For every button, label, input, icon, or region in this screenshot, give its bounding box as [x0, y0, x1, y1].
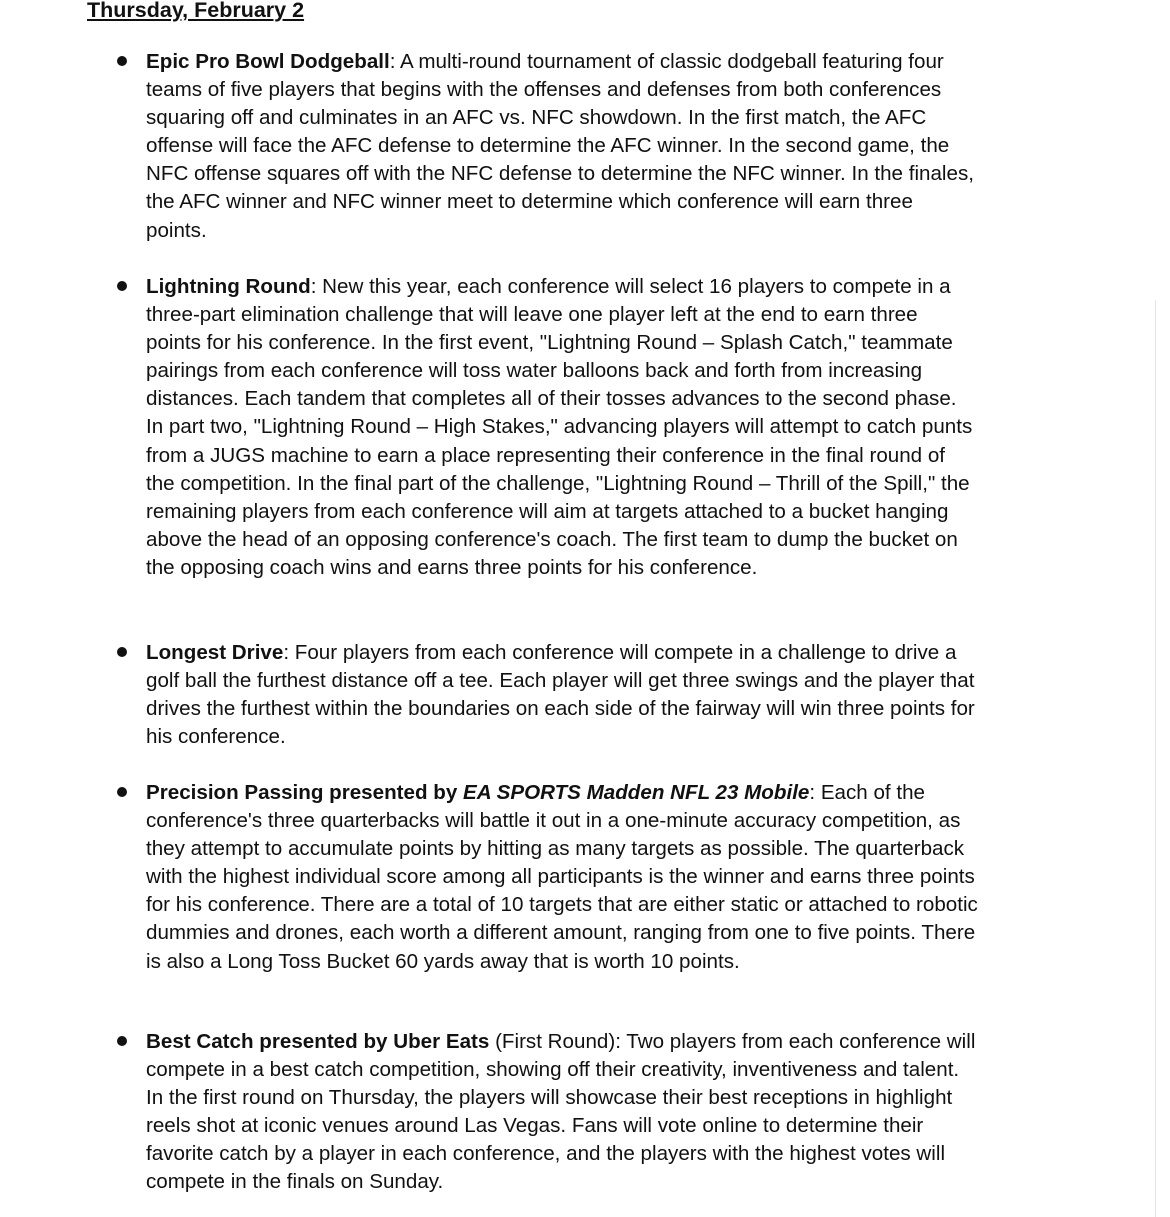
bullet-icon: [117, 1036, 127, 1046]
event-title-text: Precision Passing presented by: [146, 781, 464, 804]
bullet-icon: [117, 281, 127, 291]
event-title: Longest Drive: [146, 641, 284, 664]
event-item-longest-drive: [146, 639, 978, 751]
event-description: : Each of the conference's three quarterbacks will battle it out in a one-minute accuracy competition, as they attempt to accumulate points by hitting as many targets as possible. The quarterback with the highest individual score among all participants is the winner and earns three points for his conference. There are a total of 10 targets that are either static or attached to robotic dummies and drones, each worth a different amount, ranging from one to five points. There is also a Long Toss Bucket 60 yards away that is worth 10 points.: [146, 781, 978, 973]
date-heading: Thursday, February 2: [87, 0, 305, 22]
bullet-icon: [117, 647, 127, 657]
event-description: : Four players from each conference will compete in a challenge to drive a golf ball the furthest distance off a tee. Each player will get three swings and the player that drives the furthest within the boundaries on each side of the fairway will win three points for his conference.: [146, 641, 975, 749]
event-title: Best Catch presented by Uber Eats: [146, 1030, 490, 1053]
event-description: : A multi-round tournament of classic dodgeball featuring four teams of five players that begins with the offenses and defenses from both conferences squaring off and culminates in an AFC vs. NFC showdown. In the first match, the AFC offense will face the AFC defense to determine the AFC winner. In the second game, the NFC offense squares off with the NFC defense to determine the NFC winner. In the finales, the AFC winner and NFC winner meet to determine which conference will earn three points.: [146, 50, 974, 242]
event-description: : New this year, each conference will select 16 players to compete in a three-part elimination challenge that will leave one player left at the end to earn three points for his conference. In the first event, "Lightning Round – Splash Catch," teammate pairings from each conference will toss water balloons back and forth from increasing distances. Each tandem that completes all of their tosses advances to the second phase. In part two, "Lightning Round – High Stakes," advancing players will attempt to catch punts from a JUGS machine to earn a place representing their conference in the final round of the competition. In the final part of the challenge, "Lightning Round – Thrill of the Spill," the remaining players from each conference will aim at targets attached to a bucket hanging above the head of an opposing conference's coach. The first team to dump the bucket on the opposing coach wins and earns three points for his conference.: [146, 275, 973, 579]
bullet-icon: [117, 56, 127, 66]
event-title: Lightning Round: [146, 275, 311, 298]
event-description: (First Round): Two players from each conference will compete in a best catch competition, showing off their creativity, inventiveness and talent. In the first round on Thursday, the players will showcase their best receptions in highlight reels shot at iconic venues around Las Vegas. Fans will vote online to determine their favorite catch by a player in each conference, and the players with the highest votes will compete in the finals on Sunday.: [146, 1030, 976, 1194]
event-title: Epic Pro Bowl Dodgeball: [146, 50, 390, 73]
event-title: [146, 781, 809, 804]
page-edge-divider: [1155, 300, 1156, 1217]
bullet-icon: [117, 787, 127, 797]
event-item-best-catch: [146, 1028, 978, 1197]
event-item-lightning-round: [146, 273, 978, 582]
event-item-precision-passing: [146, 779, 978, 976]
event-item-dodgeball: [146, 48, 978, 245]
event-title-sponsor: EA SPORTS Madden NFL 23 Mobile: [463, 781, 810, 804]
